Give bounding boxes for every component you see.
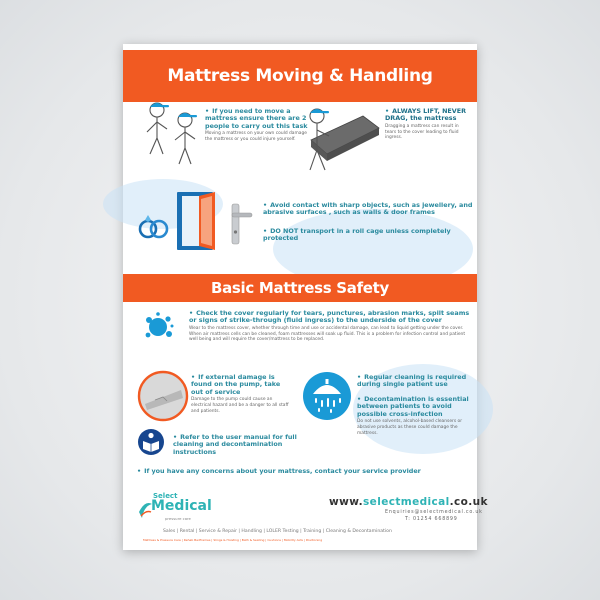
- point-pump-damage-lead: If external damage is found on the pump, take out of service: [191, 373, 281, 396]
- two-people-icon: [139, 96, 210, 168]
- point-concerns: [137, 468, 467, 475]
- point-lift-never-drag: [385, 108, 469, 141]
- bullet-icon: •: [385, 107, 390, 115]
- bullet-icon: •: [263, 227, 268, 235]
- website-url[interactable]: [329, 496, 488, 508]
- footer-phone: T: 01254 668899: [405, 517, 458, 522]
- point-user-manual-lead: Refer to the user manual for full cleaning and decontamination instructions: [173, 433, 297, 456]
- door-frame-icon: [175, 190, 219, 252]
- section1-title: Mattress Moving & Handling: [167, 66, 433, 86]
- point-roll-cage-lead: DO NOT transport in a roll cage unless completely protected: [263, 227, 451, 243]
- point-regular-cleaning-lead: Regular cleaning is required during single patient use: [357, 373, 467, 389]
- section2-banner: [123, 274, 477, 302]
- point-roll-cage: [263, 228, 473, 243]
- point-decontamination: [357, 396, 473, 437]
- website-suffix: .co.uk: [449, 496, 488, 508]
- point-concerns-text: If you have any concerns about your mattress, contact your service provider: [144, 467, 421, 475]
- point-pump-damage: [191, 374, 291, 415]
- door-handle-icon: [227, 202, 253, 246]
- bullet-icon: •: [357, 395, 362, 403]
- point-two-people-sub: Moving a mattress on your own could damage the mattress or you could injure yourself.: [205, 131, 307, 143]
- point-lift-lead: ALWAYS LIFT, NEVER DRAG, the mattress: [385, 107, 467, 123]
- point-check-cover-sub: Wear to the mattress cover, whether through time and use or accidental damage, can lead to liquid getting under the cover. When air mattress cells can be cleaned, foam mattresses will soak up fluid. This is a problem for infection control and patient well being and will require the cover/mattress to be replaced.: [189, 325, 466, 343]
- point-lift-sub: Dragging a mattress can result in tears to the cover leading to fluid ingress.: [385, 123, 459, 141]
- bullet-icon: •: [191, 373, 196, 381]
- website-prefix: www.: [329, 496, 364, 508]
- point-sharp-objects: [263, 202, 473, 217]
- point-sharp-objects-lead: Avoid contact with sharp objects, such as jewellery, and abrasive surfaces , such as walls & door frames: [263, 201, 473, 217]
- point-check-cover-lead: Check the cover regularly for tears, punctures, abrasion marks, spilt seams or signs of strike-through (fluid ingress) to the underside of the cover: [189, 309, 470, 325]
- point-user-manual: [173, 434, 323, 456]
- bullet-icon: •: [263, 201, 268, 209]
- footer-tiny-links: Mattress & Pressure Care | Rehab Bedframes | Slings & Hoisting | Bath & Seating | Cushions | Mobility Aids | Positioning: [143, 538, 323, 542]
- user-manual-icon: [137, 428, 165, 456]
- shower-icon: [301, 370, 353, 422]
- bullet-icon: •: [137, 467, 142, 475]
- point-decontamination-sub: Do not use solvents, alcohol-based cleansers or abrasive products as these could damage the mattress.: [357, 419, 463, 436]
- footer-email[interactable]: Enquiries@selectmedical.co.uk: [385, 510, 483, 515]
- section1-banner: [123, 50, 477, 102]
- bullet-icon: •: [205, 107, 210, 115]
- select-medical-logo: [137, 492, 217, 524]
- logo-medical-text: Medical: [151, 498, 212, 514]
- person-lifting-mattress-icon: [301, 102, 390, 186]
- pump-damage-icon: [137, 370, 189, 422]
- point-check-cover: [189, 310, 471, 343]
- logo-tagline: pressure care: [165, 516, 191, 521]
- rings-icon: [137, 212, 171, 240]
- bullet-icon: •: [173, 433, 178, 441]
- section2-title: Basic Mattress Safety: [210, 279, 390, 297]
- point-two-people: [205, 108, 315, 143]
- logo-select-text: Select: [153, 492, 178, 500]
- poster: [123, 44, 488, 550]
- point-pump-damage-sub: Damage to the pump could cause an electrical hazard and be a danger to all staff and patients.: [191, 397, 289, 414]
- point-two-people-lead: If you need to move a mattress ensure there are 2 people to carry out this task: [205, 107, 308, 130]
- bullet-icon: •: [189, 309, 194, 317]
- fluid-splat-icon: [141, 310, 175, 344]
- website-highlight: selectmedical: [363, 496, 450, 508]
- footer-services: Sales | Rental | Service & Repair | Handling | LOLER Testing | Training | Cleaning & Decontamination: [163, 529, 392, 534]
- point-decontamination-lead: Decontamination is essential between patients to avoid possible cross-infection: [357, 395, 469, 418]
- bullet-icon: •: [357, 373, 362, 381]
- point-regular-cleaning: [357, 374, 473, 389]
